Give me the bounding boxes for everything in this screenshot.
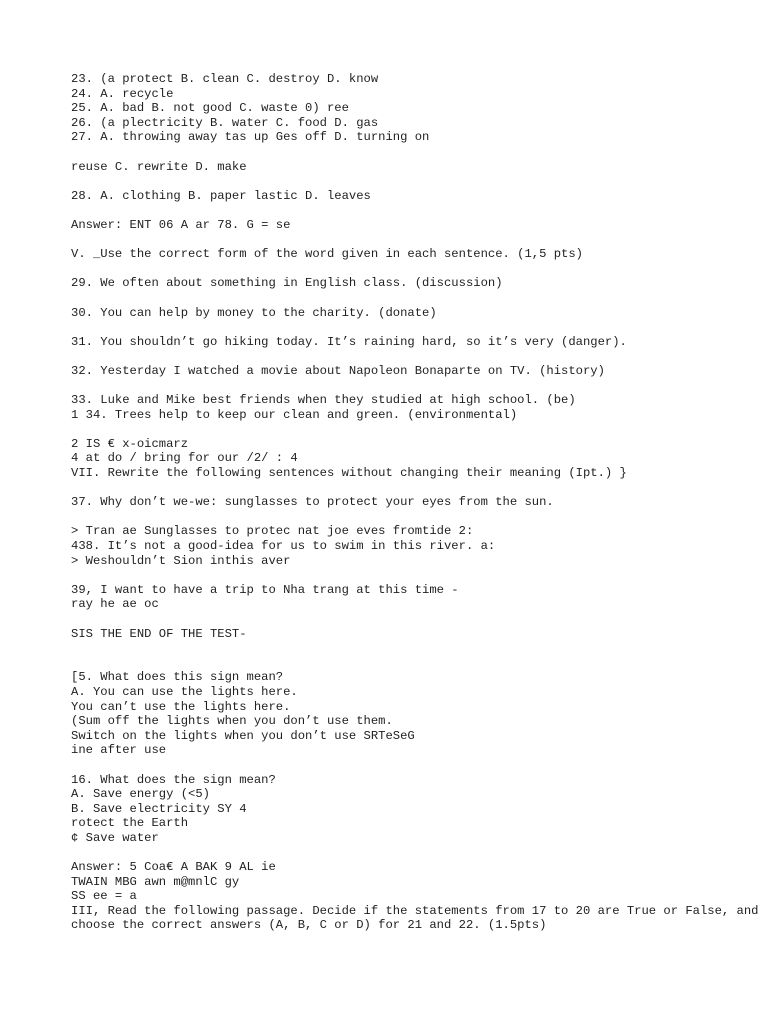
text-line: You can’t use the lights here.: [71, 699, 291, 714]
text-line: 25. A. bad B. not good C. waste 0) ree: [71, 101, 349, 116]
question-16-sign: [71, 773, 761, 846]
text-line: 29. We often about something in English class. (discussion): [71, 276, 503, 291]
text-line: 438. It’s not a good-idea for us to swim in this river. a:: [71, 539, 496, 553]
text-block-reuse-line: [71, 160, 761, 175]
question-29: [71, 276, 761, 291]
text-line: 32. Yesterday I watched a movie about Napoleon Bonaparte on TV. (history): [71, 363, 605, 378]
text-line: Switch on the lights when you don’t use SRTeSeG: [71, 728, 415, 743]
text-line: 4 at do / bring for our /2/ : 4: [71, 451, 298, 466]
text-line: 33. Luke and Mike best friends when they studied at high school. (be): [71, 393, 576, 408]
text-line: Answer: 5 Coa€ A BAK 9 AL ie: [71, 860, 276, 875]
text-line: 24. A. recycle: [71, 86, 174, 101]
answer-37-38: [71, 524, 761, 568]
text-line: B. Save electricity SY 4: [71, 801, 247, 816]
text-line: V. _Use the correct form of the word given in each sentence. (1,5 pts): [71, 247, 583, 262]
text-line: (Sum off the lights when you don’t use them.: [71, 714, 393, 729]
text-line: 1 34. Trees help to keep our clean and green. (environmental): [71, 407, 518, 422]
text-line: SS ee = a: [71, 889, 137, 904]
text-line: TWAIN MBG awn m@mnlC gy: [71, 874, 240, 889]
end-of-test: [71, 627, 761, 642]
question-39: [71, 583, 761, 612]
text-line: 31. You shouldn’t go hiking today. It’s raining hard, so it’s very (danger).: [71, 334, 627, 349]
text-line: 16. What does the sign mean?: [71, 772, 276, 787]
text-line: rotect the Earth: [71, 816, 189, 831]
answer-and-section-iii: [71, 860, 761, 933]
question-31: [71, 335, 761, 350]
text-line: 28. A. clothing B. paper lastic D. leaves: [71, 188, 371, 203]
text-block-question-28: [71, 189, 761, 204]
text-line: ray he ae oc: [71, 597, 159, 612]
text-line: 39, I want to have a trip to Nha trang at this time -: [71, 582, 459, 597]
text-line: A. You can use the lights here.: [71, 684, 298, 699]
text-line: 37. Why don’t we-we: sunglasses to protect your eyes from the sun.: [71, 495, 554, 510]
text-line: [5. What does this sign mean?: [71, 670, 284, 685]
question-37: [71, 495, 761, 510]
text-line: SIS THE END OF THE TEST-: [71, 626, 247, 641]
text-line: 23. (a protect B. clean C. destroy D. know: [71, 72, 379, 86]
text-line: ¢ Save water: [71, 830, 159, 845]
text-line: > Tran ae Sunglasses to protec nat joe eves fromtide 2:: [71, 524, 474, 539]
text-block-answer-line: [71, 218, 761, 233]
text-line: 30. You can help by money to the charity. (donate): [71, 305, 437, 320]
text-line: Answer: ENT 06 A ar 78. G = se: [71, 217, 291, 232]
text-line: A. Save energy (<5): [71, 787, 210, 802]
text-line: 2 IS € x-oicmarz: [71, 436, 189, 451]
text-line: 26. (a plectricity B. water C. food D. gas: [71, 115, 379, 130]
section-heading-word-form: [71, 247, 761, 262]
question-33-34: [71, 393, 761, 422]
section-heading-reading: III, Read the following passage. Decide if the statements from 17 to 20 are True or False, and choose the correct answers (A, B, C or D) for 21 and 22. (1.5pts): [71, 903, 759, 933]
text-line: > Weshouldn’t Sion inthis aver: [71, 553, 291, 568]
document-body: [71, 72, 761, 948]
section-heading-rewrite: [71, 437, 761, 481]
question-15-sign: [71, 670, 761, 758]
question-32: [71, 364, 761, 379]
text-block-answers-23-27: [71, 72, 761, 145]
text-line: 27. A. throwing away tas up Ges off D. turning on: [71, 130, 430, 145]
text-line: VII. Rewrite the following sentences without changing their meaning (Ipt.) }: [71, 466, 627, 481]
text-line: reuse C. rewrite D. make: [71, 159, 247, 174]
text-line: ine after use: [71, 743, 167, 758]
question-30: [71, 306, 761, 321]
